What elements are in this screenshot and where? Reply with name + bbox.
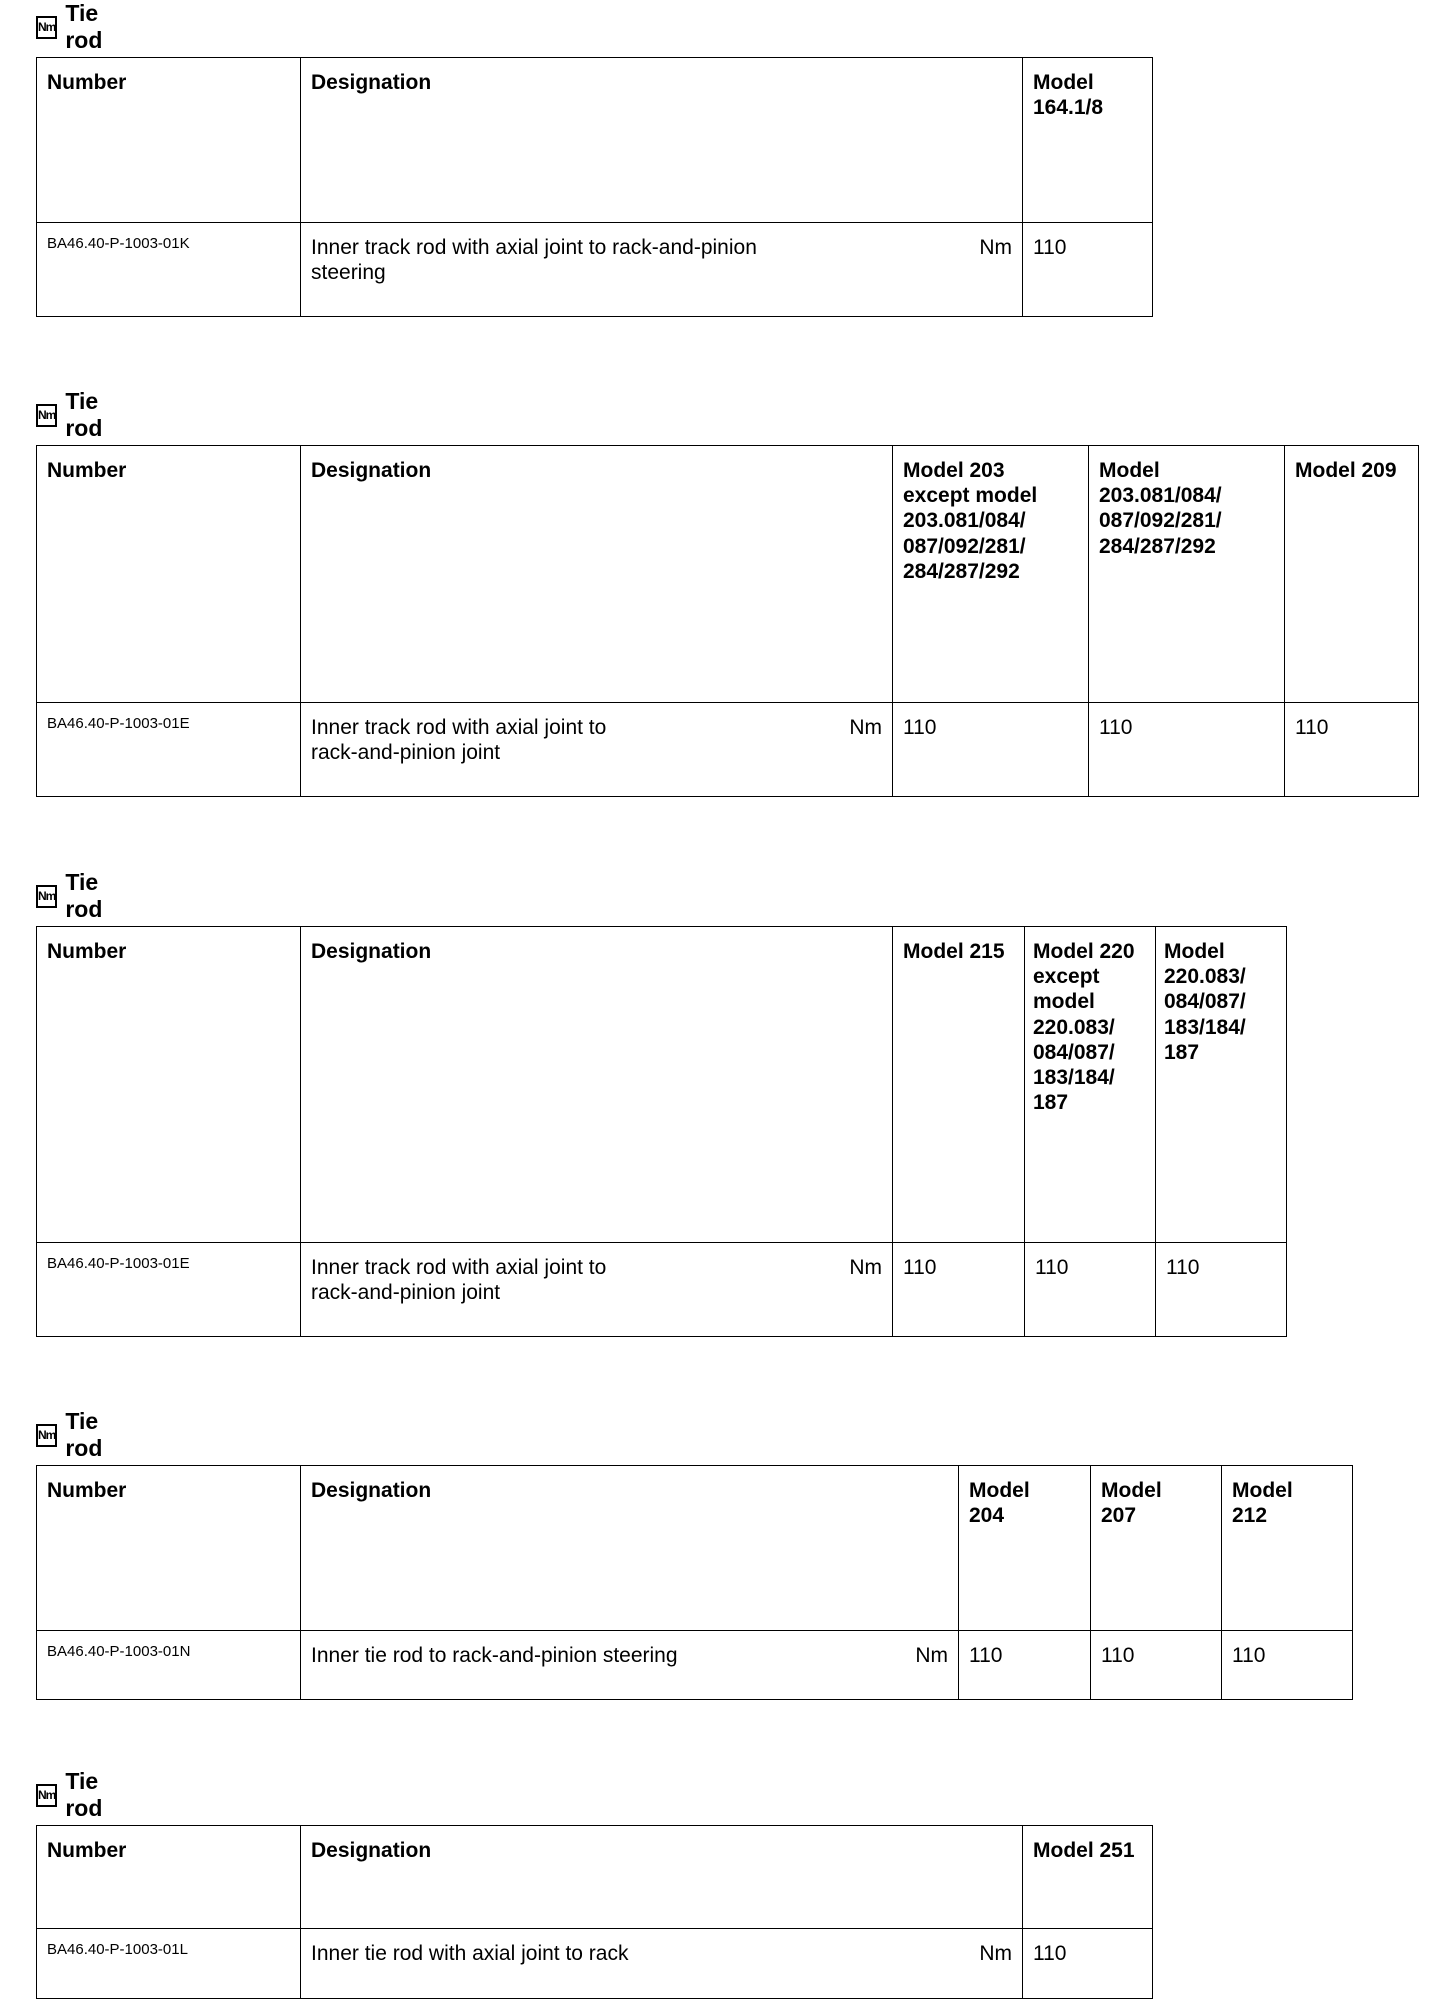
designation-text: Inner track rod with axial joint to rack-and-pinion steering	[311, 236, 757, 285]
nm-icon: Nm	[36, 404, 57, 427]
section-title	[36, 869, 104, 922]
torque-table	[36, 445, 1419, 797]
designation-text: Inner track rod with axial joint to rack-and-pinion joint	[311, 716, 607, 765]
header-row	[37, 1466, 1353, 1631]
section-title-text: Tie rod	[65, 388, 103, 441]
torque-table	[36, 926, 1287, 1337]
header-designation: Designation	[301, 58, 1023, 223]
nm-icon: Nm	[36, 1424, 57, 1447]
unit-label: Nm	[849, 1256, 882, 1279]
header-model: Model 203.081/084/ 087/092/281/ 284/287/292	[1089, 446, 1285, 703]
torque-value: 110	[1023, 223, 1153, 317]
part-number: BA46.40-P-1003-01K	[37, 223, 301, 317]
nm-icon: Nm	[36, 16, 57, 39]
header-row	[37, 1826, 1153, 1929]
section-title	[36, 1408, 104, 1461]
header-row	[37, 927, 1287, 1243]
torque-table	[36, 57, 1153, 317]
table-row	[37, 703, 1419, 797]
designation-text: Inner track rod with axial joint to rack-and-pinion joint	[311, 1256, 607, 1305]
torque-value: 110	[1222, 1631, 1353, 1700]
torque-value: 110	[1285, 703, 1419, 797]
header-designation: Designation	[301, 927, 893, 1243]
header-model: Model 209	[1285, 446, 1419, 703]
torque-value: 110	[1089, 703, 1285, 797]
table-row	[37, 1631, 1353, 1700]
header-number: Number	[37, 446, 301, 703]
section-title	[36, 1768, 104, 1821]
table-row	[37, 1243, 1287, 1337]
header-row	[37, 58, 1153, 223]
header-number: Number	[37, 58, 301, 223]
section-title	[36, 388, 104, 441]
header-model: Model 203 except model 203.081/084/ 087/092/281/ 284/287/292	[893, 446, 1089, 703]
header-designation: Designation	[301, 446, 893, 703]
torque-value: 110	[893, 1243, 1025, 1337]
part-number: BA46.40-P-1003-01E	[37, 1243, 301, 1337]
designation-cell	[301, 223, 1023, 317]
header-model: Model 204	[959, 1466, 1091, 1631]
torque-value: 110	[959, 1631, 1091, 1700]
header-model: Model 212	[1222, 1466, 1353, 1631]
header-model: Model 207	[1091, 1466, 1222, 1631]
nm-icon: Nm	[36, 1784, 57, 1807]
torque-table	[36, 1465, 1353, 1700]
designation-cell	[301, 1243, 893, 1337]
header-number: Number	[37, 1466, 301, 1631]
section-title	[36, 0, 104, 53]
part-number: BA46.40-P-1003-01N	[37, 1631, 301, 1700]
designation-text: Inner tie rod with axial joint to rack	[311, 1942, 629, 1965]
torque-value: 110	[893, 703, 1089, 797]
header-designation: Designation	[301, 1466, 959, 1631]
designation-cell	[301, 1929, 1023, 1999]
table-row	[37, 1929, 1153, 1999]
nm-icon: Nm	[36, 885, 57, 908]
header-designation: Designation	[301, 1826, 1023, 1929]
torque-value: 110	[1156, 1243, 1287, 1337]
designation-cell	[301, 1631, 959, 1700]
section-title-text: Tie rod	[65, 0, 103, 53]
header-model: Model 220.083/ 084/087/ 183/184/ 187	[1156, 927, 1287, 1243]
unit-label: Nm	[915, 1644, 948, 1667]
header-row	[37, 446, 1419, 703]
unit-label: Nm	[979, 236, 1012, 259]
unit-label: Nm	[849, 716, 882, 739]
header-number: Number	[37, 927, 301, 1243]
header-model: Model 251	[1023, 1826, 1153, 1929]
header-number: Number	[37, 1826, 301, 1929]
unit-label: Nm	[979, 1942, 1012, 1965]
designation-cell	[301, 703, 893, 797]
section-title-text: Tie rod	[65, 869, 103, 922]
table-row	[37, 223, 1153, 317]
torque-table	[36, 1825, 1153, 1999]
torque-value: 110	[1023, 1929, 1153, 1999]
part-number: BA46.40-P-1003-01E	[37, 703, 301, 797]
header-model: Model 220 except model 220.083/ 084/087/ 183/184/ 187	[1025, 927, 1156, 1243]
designation-text: Inner tie rod to rack-and-pinion steering	[311, 1644, 678, 1667]
section-title-text: Tie rod	[65, 1768, 103, 1821]
header-model: Model 164.1/8	[1023, 58, 1153, 223]
header-model: Model 215	[893, 927, 1025, 1243]
torque-value: 110	[1025, 1243, 1156, 1337]
section-title-text: Tie rod	[65, 1408, 103, 1461]
torque-value: 110	[1091, 1631, 1222, 1700]
part-number: BA46.40-P-1003-01L	[37, 1929, 301, 1999]
